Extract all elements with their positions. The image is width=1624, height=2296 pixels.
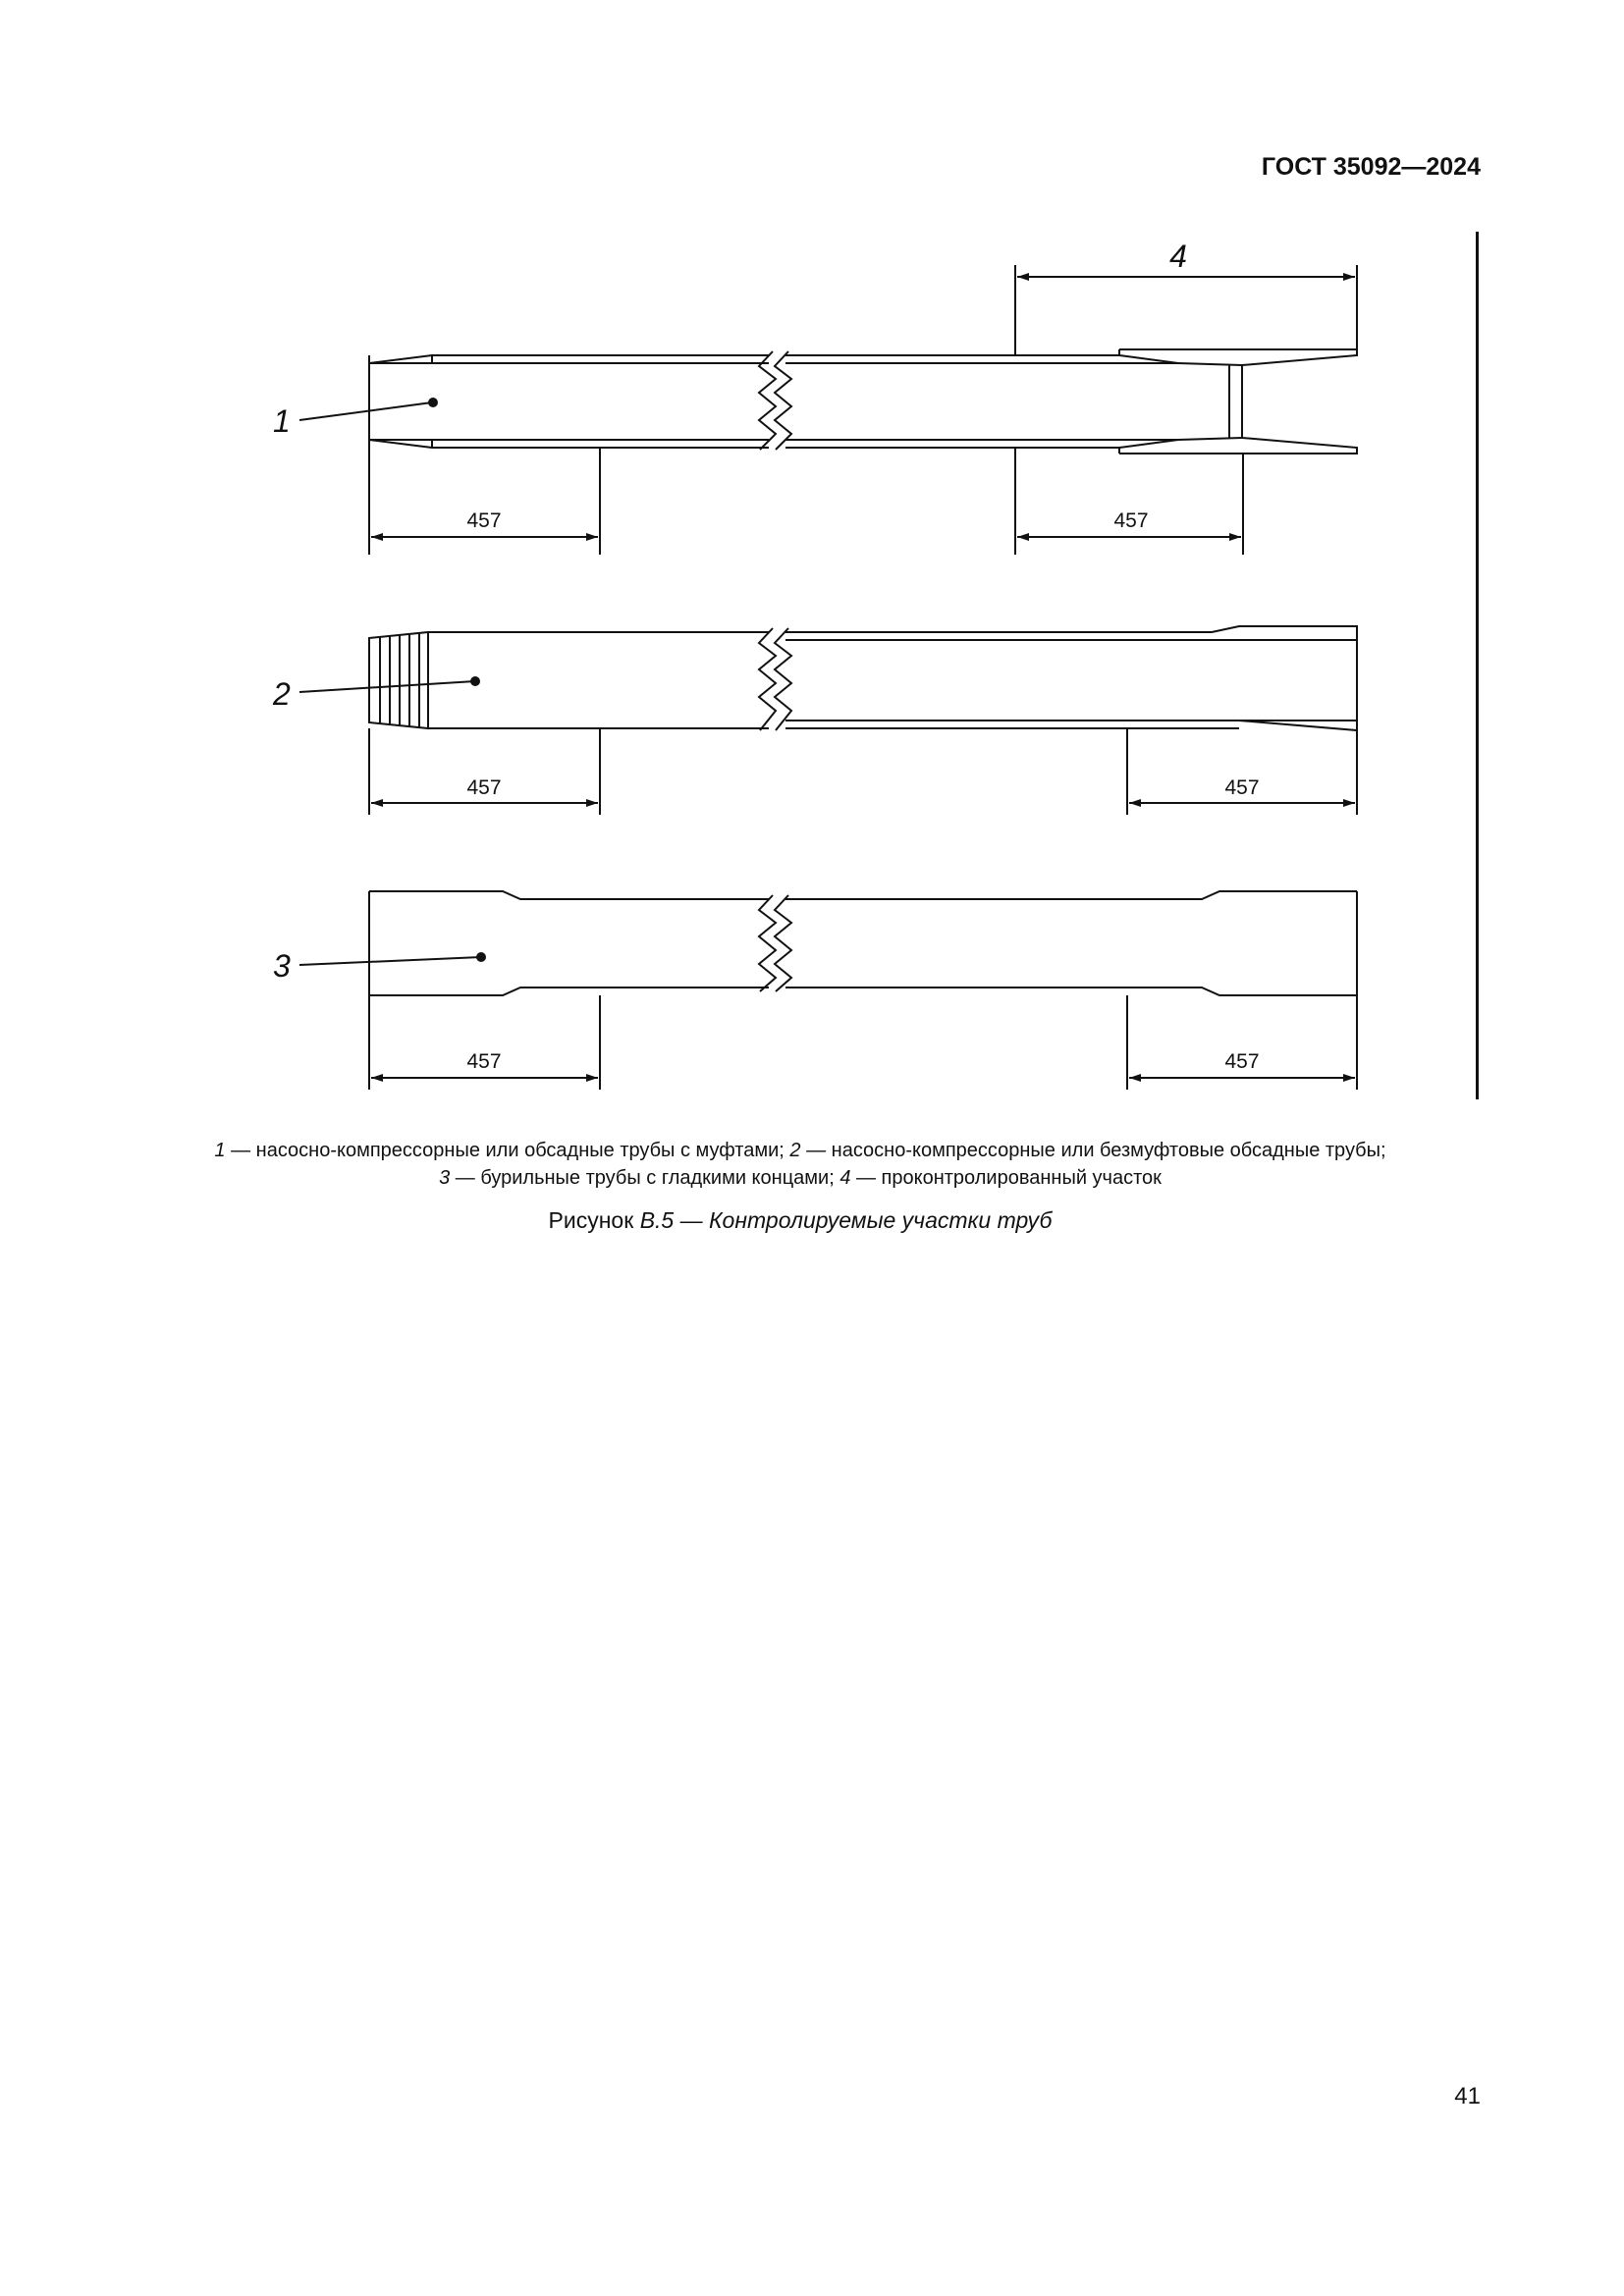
figure-legend xyxy=(118,1137,1483,1192)
pipe-inspection-figure xyxy=(0,0,1624,1129)
pipe-3-dim-right: 457 xyxy=(1224,1050,1260,1073)
pipe-2-dim-right: 457 xyxy=(1224,776,1260,799)
legend-item-1-text: — насосно-компрессорные или обсадные трубы с муфтами; xyxy=(225,1140,790,1161)
pipe-3-leader-dot xyxy=(476,952,486,962)
pipe-1-leader-dot xyxy=(428,398,438,407)
document-number: ГОСТ 35092—2024 xyxy=(1261,153,1481,181)
pipe-3-dim-left: 457 xyxy=(466,1050,502,1073)
pipe-1-drawing xyxy=(299,265,1357,555)
legend-item-1-number: 1 xyxy=(214,1140,226,1161)
legend-item-4-number: 4 xyxy=(839,1167,851,1189)
page-number: 41 xyxy=(1454,2083,1481,2109)
pipe-1-label: 1 xyxy=(273,403,291,439)
legend-item-3-number: 3 xyxy=(439,1167,451,1189)
inspected-zone-label: 4 xyxy=(1169,239,1187,274)
legend-item-4-text: — проконтролированный участок xyxy=(850,1167,1162,1189)
legend-item-3-text: — бурильные трубы с гладкими концами; xyxy=(450,1167,840,1189)
legend-item-2-number: 2 xyxy=(789,1140,801,1161)
pipe-1-dim-right: 457 xyxy=(1113,509,1149,532)
pipe-2-dim-left: 457 xyxy=(466,776,502,799)
legend-item-2-text: — насосно-компрессорные или безмуфтовые обсадные трубы; xyxy=(800,1140,1386,1161)
pipe-2-drawing xyxy=(299,626,1357,815)
pipe-3-drawing xyxy=(299,891,1357,1090)
pipe-2-leader-dot xyxy=(470,676,480,686)
pipe-1-dim-left: 457 xyxy=(466,509,502,532)
caption-prefix: Рисунок xyxy=(548,1207,640,1233)
pipe-3-label: 3 xyxy=(273,948,291,984)
caption-number: В.5 xyxy=(639,1207,675,1233)
caption-title: — Контролируемые участки труб xyxy=(674,1207,1053,1233)
pipe-2-label: 2 xyxy=(273,676,291,712)
figure-caption xyxy=(118,1207,1483,1234)
